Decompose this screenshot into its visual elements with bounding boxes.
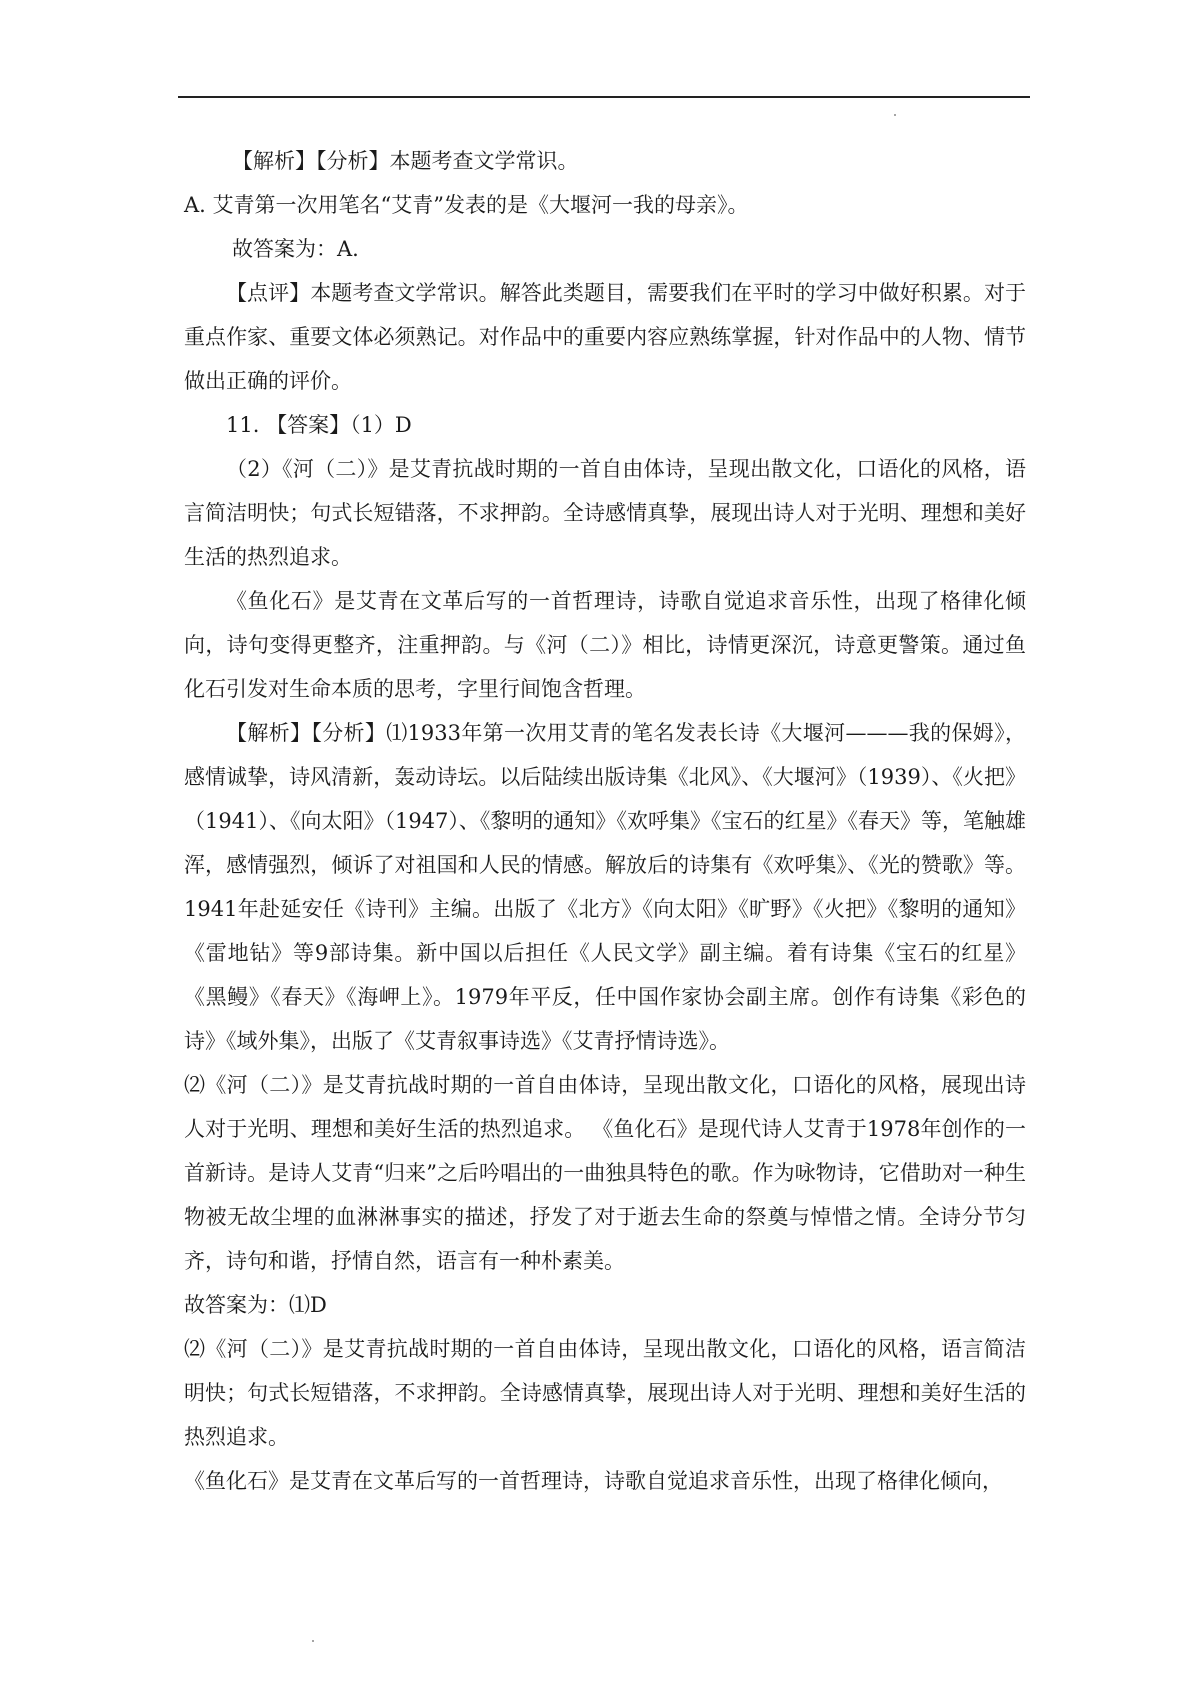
paragraph: 故答案为：⑴D xyxy=(184,1293,327,1317)
paragraph: 【点评】本题考查文学常识。解答此类题目，需要我们在平时的学习中做好积累。对于重点作家、重要文体必须熟记。对作品中的重要内容应熟练掌握，针对作品中的人物、情节做出正确的评价。 xyxy=(184,281,1026,393)
header-rule xyxy=(178,96,1030,98)
paragraph: 故答案为：A. xyxy=(232,237,359,261)
paragraph: 《鱼化石》是艾青在文革后写的一首哲理诗，诗歌自觉追求音乐性，出现了格律化倾向， xyxy=(184,1469,1003,1493)
paragraph: ⑵《河（二）》是艾青抗战时期的一首自由体诗，呈现出散文化，口语化的风格，语言简洁明快；句式长短错落，不求押韵。全诗感情真挚，展现出诗人对于光明、理想和美好生活的热烈追求。 xyxy=(184,1337,1026,1449)
scan-speck xyxy=(312,1640,314,1642)
paragraph: ⑵《河（二）》是艾青抗战时期的一首自由体诗，呈现出散文化，口语化的风格，展现出诗人对于光明、理想和美好生活的热烈追求。 《鱼化石》是现代诗人艾青于1978年创作的一首新诗。是诗人艾青“归来”之后吟唱出的一曲独具特色的歌。作为咏物诗，它借助对一种生物被无故尘埋的血淋淋事实的描述，抒发了对于逝去生命的祭奠与悼惜之情。全诗分节匀齐，诗句和谐，抒情自然，语言有一种朴素美。 xyxy=(184,1073,1026,1273)
paragraph: 【解析】【分析】本题考查文学常识。 xyxy=(232,149,579,173)
scan-speck xyxy=(894,114,896,116)
paragraph: （2）《河（二）》是艾青抗战时期的一首自由体诗，呈现出散文化，口语化的风格，语言简洁明快；句式长短错落，不求押韵。全诗感情真挚，展现出诗人对于光明、理想和美好生活的热烈追求。 xyxy=(184,457,1026,569)
paragraph: 《鱼化石》是艾青在文革后写的一首哲理诗，诗歌自觉追求音乐性，出现了格律化倾向，诗句变得更整齐，注重押韵。与《河（二）》相比，诗情更深沉，诗意更警策。通过鱼化石引发对生命本质的思考，字里行间饱含哲理。 xyxy=(184,589,1026,701)
paragraph: 【解析】【分析】⑴1933年第一次用艾青的笔名发表长诗《大堰河———我的保姆》，感情诚挚，诗风清新，轰动诗坛。以后陆续出版诗集《北风》、《大堰河》（1939）、《火把》（1941）、《向太阳》（1947）、《黎明的通知》《欢呼集》《宝石的红星》《春天》等，笔触雄浑，感情强烈，倾诉了对祖国和人民的情感。解放后的诗集有《欢呼集》、《光的赞歌》等。1941年赴延安任《诗刊》主编。出版了《北方》《向太阳》《旷野》《火把》《黎明的通知》《雷地钻》等9部诗集。新中国以后担任《人民文学》副主编。着有诗集《宝石的红星》《黑鳗》《春天》《海岬上》。1979年平反，任中国作家协会副主席。创作有诗集《彩色的诗》《域外集》，出版了《艾青叙事诗选》《艾青抒情诗选》。 xyxy=(184,721,1026,1053)
paragraph: 11. 【答案】（1）D xyxy=(226,413,412,437)
document-body xyxy=(184,139,1026,1503)
paragraph: A. 艾青第一次用笔名“艾青”发表的是《大堰河一我的母亲》。 xyxy=(184,193,749,217)
